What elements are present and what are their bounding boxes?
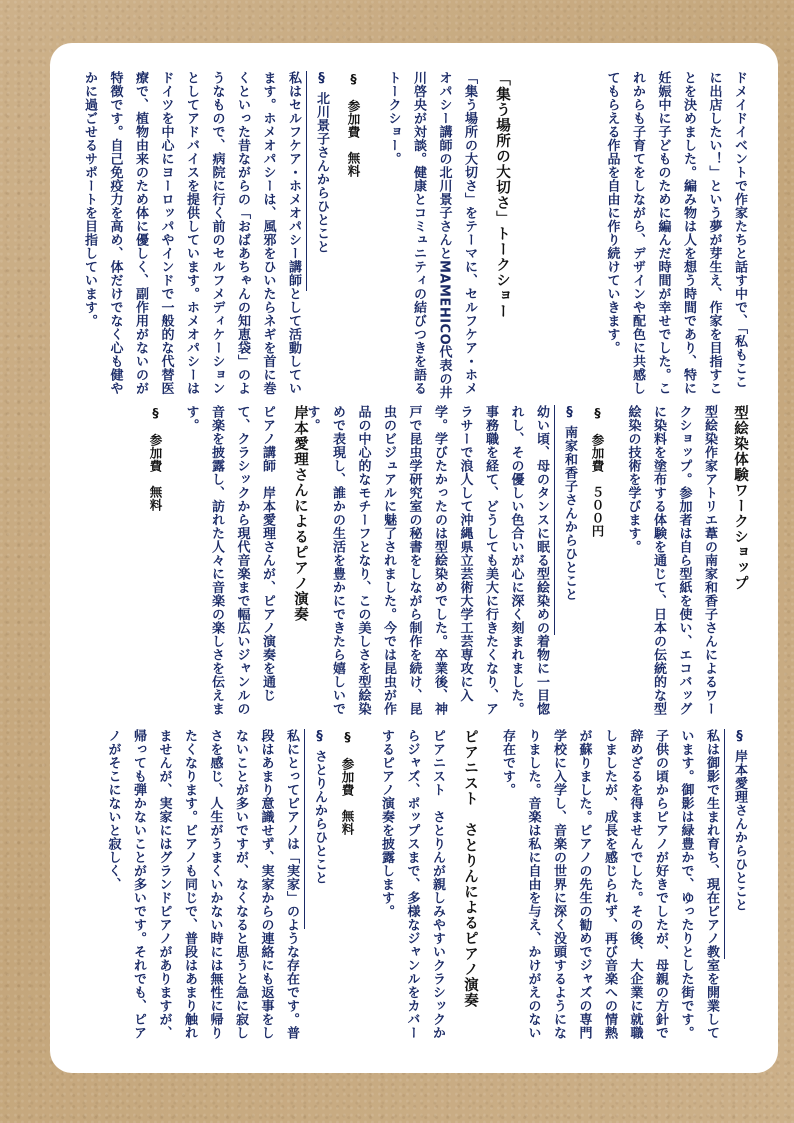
- talk-show-body: 「集う場所の大切さ」をテーマに、セルフケア・ホメオパシー講師の北川景子さんとMAMEHICO代表の井川啓央が対談。健康とコミュニティの結びつきを語るトークショー。: [385, 71, 477, 400]
- talk-show-heading: 「集う場所の大切さ」トークショー: [494, 71, 510, 319]
- kishimoto-piano-heading: 岸本愛理さんによるピアノ演奏: [292, 405, 308, 622]
- document-page: [50, 43, 778, 1073]
- section-piano-messages: [76, 729, 752, 1049]
- satorin-piano-fee: § 参加費 無料: [340, 729, 355, 836]
- section-talk-show: [76, 71, 752, 401]
- intro-paragraph: ドメイドイベントで作家たちと話す中で、「私もここに出店したい！」という夢が芽生え、作家を目指すことを決めました。編み物は人を想う時間であり、特に妊娠中に子どものために編んだ時間が幸せでした。これからも子育てをしながら、デザインや配色に共感してもらえる作品を自由に作り続けていきます。: [604, 71, 747, 395]
- workshop-fee: § 参加費 ５００円: [590, 405, 605, 538]
- nanke-message: 幼い頃、母のタンスに眠る型絵染めの着物に一目惚れし、その優しい色合いが心に深く刻まれました。事務職を経て、どうしても美大に行きたくなり、アラサーで浪人して沖縄県立芸術大学工芸専攻に入学。学びたかったのは型絵染めでした。卒業後、神戸で昆虫学研究室の秘書をしながら制作を続け、昆虫のビジュアルに魅了されました。今では昆虫が作品の中心的なモチーフとなり、この美しさを型絵染めで表現し、誰かの生活を豊かにできたら嬉しいです。: [304, 405, 549, 716]
- section-workshop-piano: [76, 405, 752, 725]
- satorin-piano-body: ピアニスト さとりんが親しみやすいクラシックからジャズ、ポップスまで、多様なジャンルをカバーするピアノ演奏を披露します。: [379, 729, 445, 1040]
- satorin-subheading: § さとりんからひとこと: [304, 729, 332, 929]
- kishimoto-piano-fee: § 参加費 無料: [148, 405, 163, 512]
- kishimoto-subheading: § 岸本愛理さんからひとこと: [724, 729, 752, 959]
- workshop-heading: 型絵染体験ワークショップ: [732, 405, 748, 591]
- kitagawa-subheading: § 北川景子さんからひとこと: [306, 71, 334, 291]
- nanke-subheading: § 南家和香子さんからひとこと: [554, 405, 582, 635]
- kitagawa-message: 私はセルフケア・ホメオパシー講師として活動しています。ホメオパシーは、風邪をひいたらネギを首に巻くといった昔ながらの「おばあちゃんの知恵袋」のようなもので、病院に行く前のセルフメディケーションとしてアドバイスを提供しています。ホメオパシーはドイツを中心にヨーロッパやインドで一般的な代替医療で、植物由来のため体に優しく、副作用がないのが特徴です。自己免疫力を高め、体だけでなく心も健やかに過ごせるサポートを目指しています。: [82, 71, 301, 395]
- kishimoto-message: 私は御影で生まれ育ち、現在ピアノ教室を開業しています。御影は緑豊かで、ゆったりとした街です。子供の頃からピアノが好きでしたが、母親の方針で辞めざるを得ませんでした。その後、大企業に就職しましたが、成長を感じられず、再び音楽への情熱が蘇りました。ピアノの先生の勧めでジャズの専門学校に入学し、音楽の世界に深く没頭するようになりました。音楽は私に自由を与え、かけがえのない存在です。: [500, 729, 719, 1040]
- satorin-message: 私にとってピアノは「実家」のような存在です。普段はあまり意識せず、実家からの連絡にも返事をしないことが多いですが、なくなると思うと急に寂しさを感じ、人生がうまくいかない時には無性に帰りたくなります。ピアノも同じで、普段はあまり触れませんが、実家にはグランドピアノがありますが、帰っても弾かないことが多いです。それでも、ピアノがそこにないと寂しく、: [105, 729, 299, 1040]
- kishimoto-piano-body: ピアノ講師 岸本愛理さんが、ピアノ演奏を通じて、クラシックから現代音楽まで幅広いジャンルの音楽を披露し、訪れた人々に音楽の楽しさを伝えます。: [183, 405, 275, 716]
- talk-show-fee: § 参加費 無料: [346, 71, 361, 178]
- workshop-body: 型絵染作家アトリエ葦の南家和香子さんによるワークショップ。参加者は自ら型紙を使い、エコバッグに染料を塗布する体験を通じて、日本の伝統的な型絵染の技術を学びます。: [625, 405, 717, 716]
- satorin-piano-heading: ピアニスト さとりんによるピアノ演奏: [462, 729, 478, 1008]
